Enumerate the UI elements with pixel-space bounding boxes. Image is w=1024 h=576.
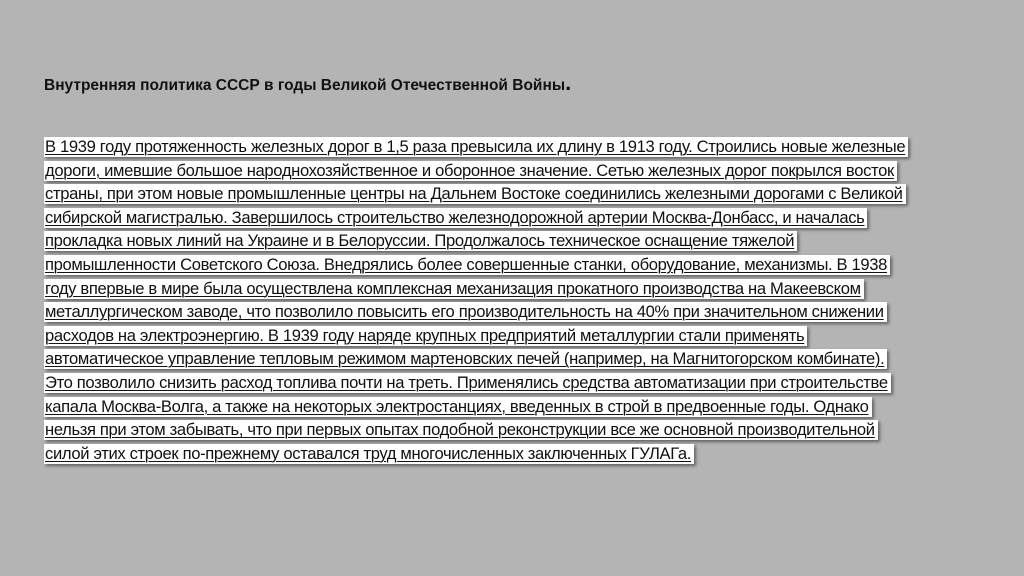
text-line-content: Это позволило снизить расход топлива почти на треть. Применялись средства автоматизации при строительстве — [44, 373, 891, 393]
text-line — [44, 420, 908, 444]
text-line — [44, 279, 908, 303]
text-line — [44, 161, 908, 185]
text-line-content: прокладка новых линий на Украине и в Белоруссии. Продолжалось техническое оснащение тяжелой — [44, 231, 797, 251]
text-line — [44, 231, 908, 255]
text-line — [44, 208, 908, 232]
text-line — [44, 349, 908, 373]
text-line — [44, 373, 908, 397]
text-line — [44, 137, 908, 161]
slide-title — [44, 70, 572, 95]
text-line — [44, 444, 908, 468]
text-line-content: металлургическом заводе, что позволило повысить его производительность на 40% при значительном снижении — [44, 302, 887, 322]
slide-title-period: . — [565, 70, 572, 95]
text-line-content: капала Москва-Волга, а также на некоторых электростанциях, введенных в строй в предвоенные годы. Однако — [44, 397, 872, 417]
text-line-content: В 1939 году протяженность железных дорог в 1,5 раза превысила их длину в 1913 году. Строились новые железные — [44, 137, 908, 157]
text-line — [44, 397, 908, 421]
text-line-content: дороги, имевшие большое народнохозяйственное и оборонное значение. Сетью железных дорог покрылся восток — [44, 161, 897, 181]
text-line-content: автоматическое управление тепловым режимом мартеновских печей (например, на Магнитогорском комбинате). — [44, 349, 887, 369]
text-line-content: нельзя при этом забывать, что при первых опытах подобной реконструкции все же основной производительной — [44, 420, 878, 440]
text-line — [44, 326, 908, 350]
text-line-content: промышленности Советского Союза. Внедрялись более совершенные станки, оборудование, механизмы. В 1938 — [44, 255, 890, 275]
text-line-content: расходов на электроэнергию. В 1939 году наряде крупных предприятий металлургии стали применять — [44, 326, 807, 346]
text-line — [44, 184, 908, 208]
slide-body-text — [44, 137, 908, 467]
text-line — [44, 302, 908, 326]
text-line-content: страны, при этом новые промышленные центры на Дальнем Востоке соединились железными дорогами с Великой — [44, 184, 906, 204]
text-line-content: году впервые в мире была осуществлена комплексная механизация прокатного производства на Макеевском — [44, 279, 864, 299]
slide-title-text: Внутренняя политика СССР в годы Великой Отечественной Войны — [44, 77, 566, 94]
text-line-content: сибирской магистралью. Завершилось строительство железнодорожной артерии Москва-Донбасс, и началась — [44, 208, 867, 228]
text-line — [44, 255, 908, 279]
text-line-content: силой этих строек по-прежнему оставался труд многочисленных заключенных ГУЛАГа. — [44, 444, 694, 464]
